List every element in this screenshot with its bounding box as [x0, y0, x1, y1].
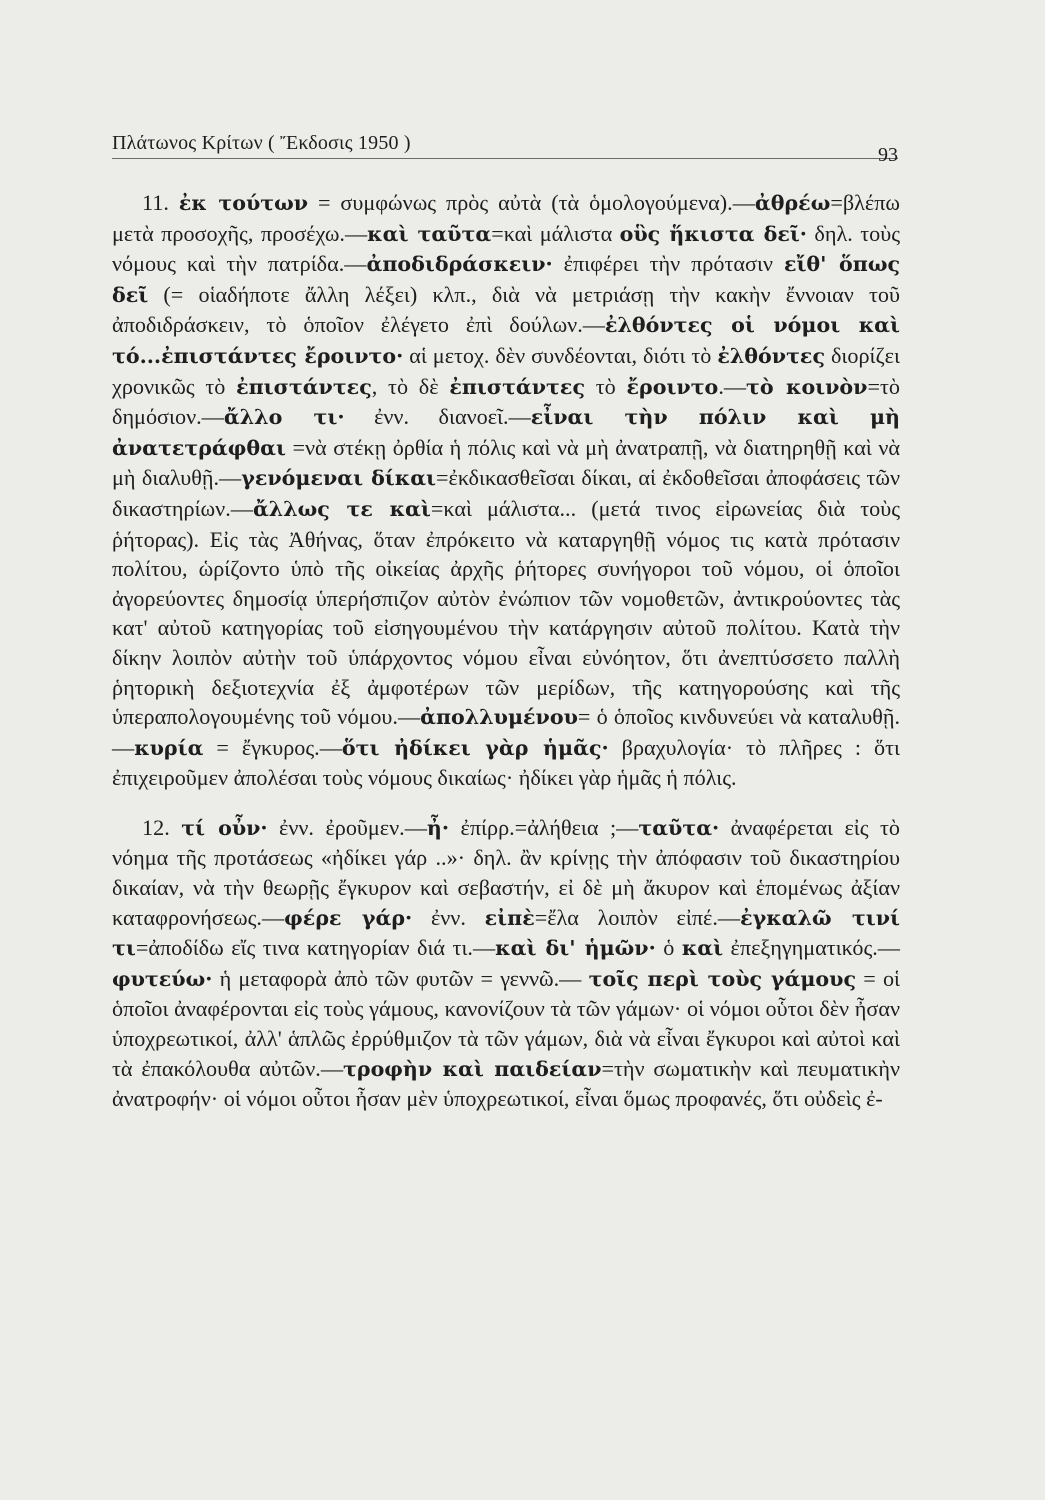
- gloss-text: διορίζει χρονικῶς τὸ: [112, 342, 900, 399]
- gloss-text: ἐνν. διανοεῖ.—: [344, 404, 531, 430]
- gloss-text: = οἱ ὁποῖοι ἀναφέρονται εἰς τοὺς γάμους, κανονίζουν τὰ τῶν γάμων· οἱ νόμοι οὗτοι δὲν ἦσαν ὑποχρεωτικοί, ἀλλ' ἁπλῶς ἐρρύθμιζον τὰ τῶν γάμων, διὰ νὰ εἶναι ἔγκυροι καὶ αὐτοὶ καὶ τὰ ἐπακόλουθα αὐτῶν.—: [112, 965, 901, 1081]
- lemma-term: ἐλθόντες: [717, 343, 825, 368]
- lemma-term: φυτεύω·: [112, 966, 213, 991]
- gloss-text: δηλ. τοὺς νόμους καὶ τὴν πατρίδα.—: [112, 220, 900, 277]
- gloss-text: (= οἱαδήποτε ἄλλη λέξει) κλπ., διὰ νὰ μετριάσῃ τὴν κακὴν ἔννοιαν τοῦ ἀποδιδράσκειν, τὸ ὁποῖον ἐλέγετο ἐπὶ δούλων.—: [112, 281, 900, 338]
- gloss-text: = ἔγκυρος.—: [203, 734, 342, 760]
- gloss-text: ἀναφέρεται εἰς τὸ νόημα τῆς προτάσεως «ἠδίκει γάρ ..»· δηλ. ἂν κρίνῃς τὴν ἀπόφασιν τοῦ δικαστηρίου δικαίαν, νὰ τὴν θεωρῇς ἔγκυρον καὶ σεβαστήν, εἰ δὲ μὴ ἄκυρον καὶ ἑπομένως ἀξίαν καταφρονήσεως.—: [112, 814, 900, 930]
- gloss-text: =νὰ στέκῃ ὀρθία ἡ πόλις καὶ νὰ μὴ ἀνατραπῇ, νὰ διατηρηθῇ καὶ νὰ μὴ διαλυθῇ.—: [112, 434, 900, 491]
- gloss-text: ἐνν. ἐροῦμεν.—: [267, 814, 427, 840]
- lemma-term: ταῦτα·: [638, 815, 720, 840]
- gloss-text: ἐνν.: [412, 904, 485, 930]
- lemma-term: εἴθ' ὅπως δεῖ: [112, 252, 900, 307]
- gloss-text: = συμφώνως πρὸς αὐτὰ (τὰ ὁμολογούμενα).—: [308, 190, 755, 215]
- lemma-term: ἀθρέω: [754, 191, 831, 215]
- lemma-term: ἄλλο τι·: [223, 405, 345, 430]
- gloss-text: =ἔλα λοιπὸν εἰπέ.—: [534, 904, 741, 930]
- gloss-text: =καὶ μάλιστα... (μετά τινος εἰρωνείας διὰ τοὺς ῥήτορας). Εἰς τὰς Ἀθήνας, ὅταν ἐπρόκειτο νὰ καταργηθῇ νόμος τις κατὰ πρότασιν πολίτου, ὡρίζοντο ὑπὸ τῆς οἰκείας ἀρχῆς ῥήτορες συνήγοροι τοῦ νόμου, οἱ ὁποῖοι ἀγορεύοντες δημοσίᾳ ὑπερήσπιζον αὐτὸν ἐνώπιον τῶν νομοθετῶν, ἀντικρούοντες τὰς κατ' αὐτοῦ κατηγορίας τοῦ εἰσηγουμένου τὴν κατάργησιν αὐτοῦ πολίτου. Κατὰ τὴν δίκην λοιπὸν αὐτὴν τοῦ ὑπάρχοντος νόμου εἶναι εὐνόητον, ὅτι ἀνεπτύσσετο παλλὴ ῥητορικὴ δεξιοτεχνία ἐξ ἀμφοτέρων τῶν μερίδων, τῆς κατηγορούσης καὶ τῆς ὑπεραπολογουμένης τοῦ νόμου.—: [112, 495, 900, 730]
- commentary-paragraph: [112, 813, 900, 1114]
- commentary-text: [112, 188, 900, 1114]
- gloss-text: ἐπεξηγηματικός.—: [723, 935, 900, 961]
- lemma-term: ἐγκαλῶ τινί τι: [112, 905, 900, 961]
- gloss-text: τὸ: [584, 373, 627, 399]
- gloss-text: ὁ: [655, 935, 682, 961]
- lemma-term: ἔροιντο: [626, 374, 719, 399]
- lemma-term: ἄλλως τε καὶ: [252, 496, 431, 521]
- lemma-term: κυρία: [134, 735, 204, 760]
- gloss-text: βραχυλογία· τὸ πλῆρες : ὅτι ἐπιχειροῦμεν ἀπολέσαι τοὺς νόμους δικαίως· ἠδίκει γὰρ ἡμᾶς ἡ πόλις.: [112, 734, 900, 791]
- gloss-text: =τὸ δημόσιον.—: [112, 373, 900, 430]
- lemma-term: τροφὴν καὶ παιδείαν: [343, 1056, 602, 1081]
- gloss-text: αἱ μετοχ. δὲν συνδέονται, διότι τὸ: [403, 342, 718, 368]
- lemma-term: καὶ δι' ἡμῶν·: [495, 936, 656, 961]
- gloss-text: ἐπιφέρει τὴν πρότασιν: [552, 251, 784, 277]
- lemma-term: ἀπολλυμένου: [420, 705, 578, 730]
- gloss-text: .—: [718, 373, 747, 399]
- gloss-text: =καὶ μάλιστα: [491, 220, 620, 246]
- gloss-text: , τὸ δὲ: [371, 373, 450, 399]
- gloss-text: =ἐκδικασθεῖσαι δίκαι, αἱ ἐκδοθεῖσαι ἀποφάσεις τῶν δικαστηρίων.—: [112, 465, 901, 521]
- gloss-text: 11.: [142, 190, 179, 215]
- header-title: Πλάτωνος Κρίτων ( Ἔκδοσις 1950 ): [112, 132, 411, 154]
- gloss-text: ἐπίρρ.=ἀλήθεια ;—: [449, 814, 639, 840]
- lemma-term: ἐλθόντες οἱ νόμοι καὶ τό...ἐπιστάντες ἔροιντο·: [112, 313, 900, 368]
- page-number: 93: [878, 144, 898, 166]
- lemma-term: ὅτι ἠδίκει γὰρ ἡμᾶς·: [341, 735, 609, 760]
- lemma-term: καὶ: [681, 936, 724, 961]
- lemma-term: φέρε γάρ·: [284, 905, 413, 930]
- lemma-term: εἰπὲ: [484, 905, 535, 930]
- gloss-text: 12.: [142, 814, 182, 840]
- lemma-term: ἦ·: [426, 815, 450, 840]
- lemma-term: εἶναι τὴν πόλιν καὶ μὴ ἀνατετράφθαι: [112, 405, 901, 460]
- lemma-term: γενόμεναι δίκαι: [241, 466, 437, 491]
- lemma-term: οὓς ἥκιστα δεῖ·: [619, 221, 807, 246]
- lemma-term: ἐπιστάντες: [449, 374, 585, 399]
- lemma-term: τοῖς περὶ τοὺς γάμους: [588, 966, 856, 991]
- lemma-term: ἐκ τούτων: [178, 191, 309, 215]
- gloss-text: =ἀποδίδω εἴς τινα κατηγορίαν διά τι.—: [135, 935, 496, 961]
- gloss-text: =βλέπω μετὰ προσοχῆς, προσέχω.—: [112, 190, 900, 246]
- gloss-text: =τὴν σωματικὴν καὶ πευματικὴν ἀνατροφήν· οἱ νόμοι οὗτοι ἦσαν μὲν ὑποχρεωτικοί, εἶναι ὅμως προφανές, ὅτι οὐδεὶς ἐ-: [112, 1055, 900, 1112]
- running-header: [112, 128, 898, 166]
- lemma-term: τί οὖν·: [181, 815, 268, 840]
- lemma-term: καὶ ταῦτα: [367, 221, 492, 246]
- gloss-text: ἡ μεταφορὰ ἀπὸ τῶν φυτῶν = γεννῶ.—: [212, 965, 589, 991]
- gloss-text: = ὁ ὁποῖος κινδυνεύει νὰ καταλυθῇ.—: [112, 704, 900, 760]
- lemma-term: ἐπιστάντες: [236, 374, 372, 399]
- commentary-paragraph: [112, 188, 900, 793]
- lemma-term: ἀποδιδράσκειν·: [366, 252, 553, 277]
- lemma-term: τὸ κοινὸν: [746, 374, 868, 399]
